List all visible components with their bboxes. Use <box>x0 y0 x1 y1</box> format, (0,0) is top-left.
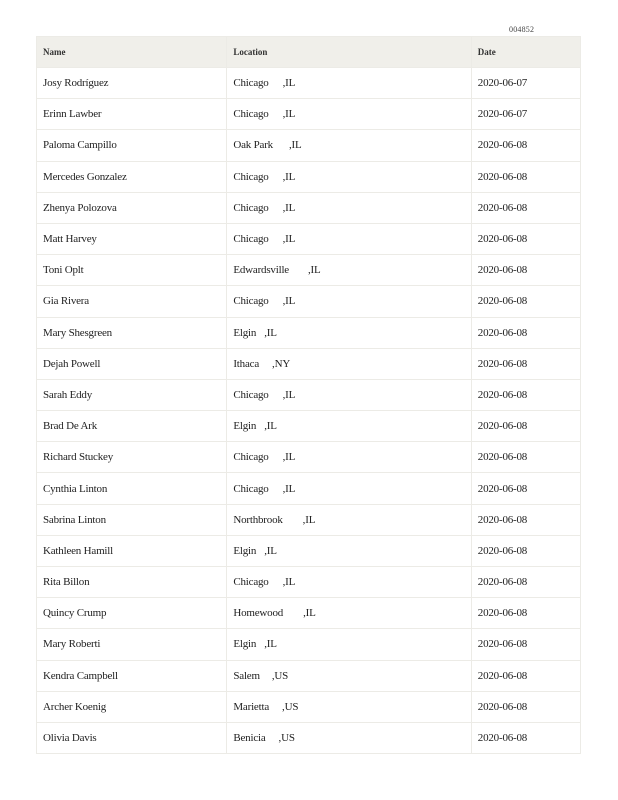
cell-name: Josy Rodríguez <box>37 68 227 99</box>
location-state: IL <box>291 139 302 152</box>
location-city: Chicago <box>233 201 269 214</box>
table-row <box>37 660 581 691</box>
location-separator: , <box>282 700 285 713</box>
cell-name: Brad De Ark <box>37 411 227 442</box>
location-separator: , <box>282 482 286 495</box>
cell-date: 2020-06-08 <box>471 223 580 254</box>
location-state: US <box>281 732 295 745</box>
cell-date: 2020-06-08 <box>471 255 580 286</box>
location-city: Salem <box>233 669 260 682</box>
location-city: Edwardsville <box>233 264 289 277</box>
cell-date: 2020-06-08 <box>471 660 580 691</box>
cell-location <box>227 223 471 254</box>
location-city: Ithaca <box>233 357 260 370</box>
cell-location <box>227 629 471 660</box>
cell-date: 2020-06-08 <box>471 567 580 598</box>
cell-name: Rita Billon <box>37 567 227 598</box>
location-separator: , <box>288 139 292 152</box>
cell-name: Archer Koenig <box>37 691 227 722</box>
table-row <box>37 99 581 130</box>
cell-date: 2020-06-07 <box>471 99 580 130</box>
table-row <box>37 130 581 161</box>
cell-location <box>227 691 471 722</box>
cell-name: Richard Stuckey <box>37 442 227 473</box>
table-row <box>37 317 581 348</box>
table-row <box>37 68 581 99</box>
location-city: Oak Park <box>233 139 273 152</box>
cell-location <box>227 348 471 379</box>
location-separator: , <box>282 201 286 214</box>
location-city: Chicago <box>233 482 269 495</box>
table-row <box>37 504 581 535</box>
cell-date: 2020-06-08 <box>471 379 580 410</box>
cell-location <box>227 535 471 566</box>
cell-name: Cynthia Linton <box>37 473 227 504</box>
location-state: IL <box>285 170 296 183</box>
cell-location <box>227 567 471 598</box>
location-city: Marietta <box>233 700 270 713</box>
cell-name: Gia Rivera <box>37 286 227 317</box>
table-row <box>37 442 581 473</box>
cell-location <box>227 379 471 410</box>
page-number: 004852 <box>509 25 535 34</box>
location-state: IL <box>266 420 277 433</box>
cell-date: 2020-06-08 <box>471 286 580 317</box>
location-separator: , <box>282 108 286 121</box>
location-city: Chicago <box>233 233 269 246</box>
location-city: Chicago <box>233 576 269 589</box>
location-separator: , <box>282 170 286 183</box>
location-separator: , <box>282 388 286 401</box>
location-state: IL <box>266 638 277 651</box>
cell-location <box>227 411 471 442</box>
location-city: Elgin <box>233 544 257 557</box>
table-row <box>37 473 581 504</box>
location-city: Northbrook <box>233 513 283 526</box>
location-state: IL <box>285 388 296 401</box>
location-separator: , <box>307 264 311 277</box>
cell-name: Mercedes Gonzalez <box>37 161 227 192</box>
cell-location <box>227 473 471 504</box>
table-row <box>37 629 581 660</box>
cell-date: 2020-06-08 <box>471 411 580 442</box>
cell-name: Sarah Eddy <box>37 379 227 410</box>
column-header-name: Name <box>37 37 227 68</box>
cell-location <box>227 598 471 629</box>
cell-location <box>227 660 471 691</box>
location-city: Chicago <box>233 295 269 308</box>
cell-date: 2020-06-08 <box>471 629 580 660</box>
location-city: Chicago <box>233 451 269 464</box>
location-separator: , <box>271 669 275 682</box>
cell-location <box>227 130 471 161</box>
location-city: Elgin <box>233 638 257 651</box>
cell-location <box>227 192 471 223</box>
location-separator: , <box>264 544 267 557</box>
cell-date: 2020-06-08 <box>471 691 580 722</box>
cell-name: Sabrina Linton <box>37 504 227 535</box>
location-separator: , <box>264 420 267 433</box>
cell-name: Quincy Crump <box>37 598 227 629</box>
cell-date: 2020-06-08 <box>471 598 580 629</box>
table-row <box>37 567 581 598</box>
cell-date: 2020-06-08 <box>471 130 580 161</box>
cell-date: 2020-06-07 <box>471 68 580 99</box>
table-row <box>37 161 581 192</box>
table-header-row <box>37 37 581 68</box>
location-separator: , <box>303 607 306 620</box>
location-city: Chicago <box>233 77 269 90</box>
location-state: IL <box>285 233 296 246</box>
location-separator: , <box>282 77 286 90</box>
cell-location <box>227 722 471 753</box>
location-separator: , <box>264 638 267 651</box>
location-city: Chicago <box>233 108 269 121</box>
location-state: IL <box>285 295 296 308</box>
cell-location <box>227 255 471 286</box>
location-state: IL <box>305 513 316 526</box>
location-state: IL <box>285 576 296 589</box>
location-separator: , <box>282 295 286 308</box>
table-row <box>37 691 581 722</box>
cell-location <box>227 286 471 317</box>
location-separator: , <box>282 451 286 464</box>
table-row <box>37 722 581 753</box>
table-body <box>37 68 581 754</box>
cell-name: Dejah Powell <box>37 348 227 379</box>
signatures-table <box>36 36 581 754</box>
location-separator: , <box>272 357 275 370</box>
cell-date: 2020-06-08 <box>471 161 580 192</box>
location-state: IL <box>285 77 296 90</box>
cell-date: 2020-06-08 <box>471 317 580 348</box>
location-city: Homewood <box>233 607 284 620</box>
location-state: IL <box>266 544 277 557</box>
table-row <box>37 286 581 317</box>
cell-name: Mary Shesgreen <box>37 317 227 348</box>
location-state: US <box>274 669 289 682</box>
table-row <box>37 379 581 410</box>
cell-location <box>227 68 471 99</box>
location-city: Elgin <box>233 420 257 433</box>
location-separator: , <box>282 233 286 246</box>
table-row <box>37 255 581 286</box>
location-state: IL <box>266 326 277 339</box>
table-row <box>37 535 581 566</box>
cell-date: 2020-06-08 <box>471 442 580 473</box>
cell-name: Zhenya Polozova <box>37 192 227 223</box>
location-state: IL <box>285 482 296 495</box>
cell-date: 2020-06-08 <box>471 722 580 753</box>
cell-name: Kathleen Hamill <box>37 535 227 566</box>
table-row <box>37 348 581 379</box>
location-state: IL <box>285 108 296 121</box>
cell-date: 2020-06-08 <box>471 504 580 535</box>
location-city: Chicago <box>233 388 269 401</box>
cell-date: 2020-06-08 <box>471 473 580 504</box>
cell-location <box>227 317 471 348</box>
cell-date: 2020-06-08 <box>471 192 580 223</box>
cell-date: 2020-06-08 <box>471 535 580 566</box>
table-row <box>37 192 581 223</box>
table-row <box>37 598 581 629</box>
location-city: Chicago <box>233 170 269 183</box>
cell-location <box>227 442 471 473</box>
table-row <box>37 223 581 254</box>
cell-name: Kendra Campbell <box>37 660 227 691</box>
cell-date: 2020-06-08 <box>471 348 580 379</box>
cell-name: Mary Roberti <box>37 629 227 660</box>
table-row <box>37 411 581 442</box>
cell-location <box>227 161 471 192</box>
location-state: IL <box>310 264 321 277</box>
column-header-date: Date <box>471 37 580 68</box>
location-state: IL <box>285 201 296 214</box>
location-state: IL <box>305 607 316 620</box>
cell-name: Toni Oplt <box>37 255 227 286</box>
cell-name: Matt Harvey <box>37 223 227 254</box>
location-city: Benicia <box>233 732 266 745</box>
cell-name: Paloma Campillo <box>37 130 227 161</box>
location-separator: , <box>302 513 306 526</box>
location-state: NY <box>274 357 291 370</box>
location-separator: , <box>264 326 267 339</box>
cell-name: Erinn Lawber <box>37 99 227 130</box>
cell-location <box>227 504 471 535</box>
cell-location <box>227 99 471 130</box>
column-header-location: Location <box>227 37 471 68</box>
location-separator: , <box>278 732 282 745</box>
location-city: Elgin <box>233 326 257 339</box>
location-state: IL <box>285 451 296 464</box>
cell-name: Olivia Davis <box>37 722 227 753</box>
location-state: US <box>284 700 299 713</box>
location-separator: , <box>282 576 286 589</box>
